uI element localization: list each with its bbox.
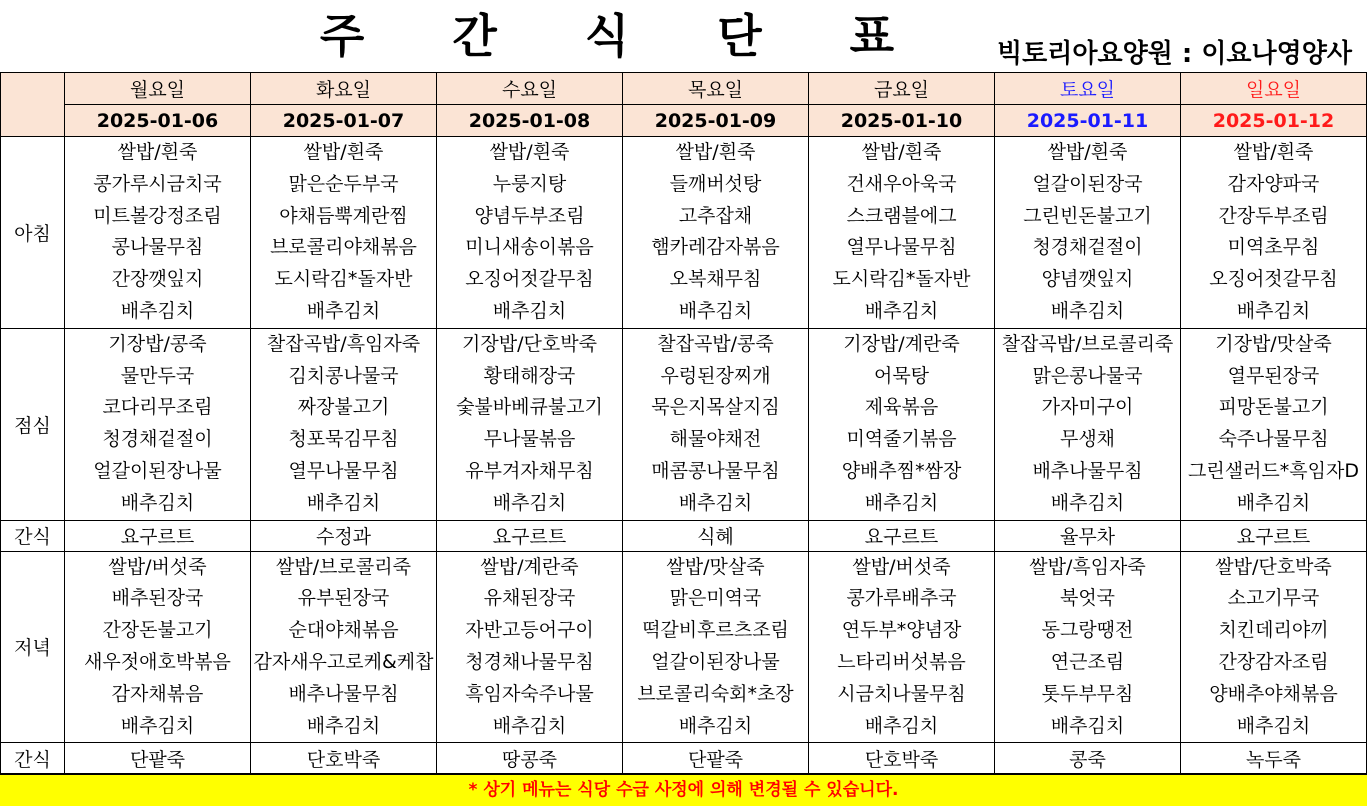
menu-item: 오징어젓갈무침 xyxy=(465,268,594,291)
menu-item: 양배추찜*쌈장 xyxy=(841,459,962,482)
menu-item: 콩가루시금치국 xyxy=(93,172,222,195)
menu-item: 배추김치 xyxy=(678,714,753,737)
menu-item: 배추김치 xyxy=(306,299,381,322)
menu-item: 숯불바베큐불고기 xyxy=(456,396,603,419)
menu-item: 물만두국 xyxy=(120,364,195,387)
day-name: 월요일 xyxy=(65,73,251,105)
snack1-row xyxy=(1,520,1367,551)
day-name: 수요일 xyxy=(437,73,623,105)
menu-item: 배추된장국 xyxy=(111,587,204,610)
menu-item: 연두부*양념장 xyxy=(841,619,962,642)
menu-item: 쌀밥/흰죽 xyxy=(489,141,570,163)
menu-item: 해물야채전 xyxy=(669,428,762,451)
menu-item: 제육볶음 xyxy=(864,396,939,419)
lunch-row xyxy=(1,328,1367,520)
dinner-menu-cell xyxy=(437,551,623,743)
breakfast-menu-cell xyxy=(1181,137,1367,329)
snack-menu-cell: 율무차 xyxy=(995,520,1181,551)
menu-item: 코다리무조림 xyxy=(102,396,213,419)
menu-item: 오복채무침 xyxy=(669,268,762,291)
dinner-menu-cell xyxy=(809,551,995,743)
day-date: 2025-01-08 xyxy=(437,105,623,137)
menu-item: 간장돈불고기 xyxy=(102,619,213,642)
menu-item: 동그랑땡전 xyxy=(1041,619,1134,642)
menu-item: 김치콩나물국 xyxy=(288,364,399,387)
menu-item: 스크램블에그 xyxy=(846,204,957,227)
lunch-menu-cell xyxy=(1181,328,1367,520)
date-row xyxy=(1,105,1367,137)
lunch-menu-cell xyxy=(995,328,1181,520)
menu-item: 도시락김*돌자반 xyxy=(832,268,971,291)
menu-item: 야채듬뿍계란찜 xyxy=(279,204,408,227)
menu-item: 시금치나물무침 xyxy=(837,682,966,705)
dinner-menu-cell xyxy=(1181,551,1367,743)
menu-item: 도시락김*돌자반 xyxy=(274,268,413,291)
snack2-row xyxy=(1,743,1367,774)
snack-menu-cell: 요구르트 xyxy=(437,520,623,551)
menu-item: 미역초무침 xyxy=(1227,236,1320,259)
menu-item: 들깨버섯탕 xyxy=(669,172,762,195)
day-name: 금요일 xyxy=(809,73,995,105)
menu-item: 맑은미역국 xyxy=(669,587,762,610)
menu-item: 쌀밥/흑임자죽 xyxy=(1029,555,1146,578)
menu-item: 배추김치 xyxy=(120,299,195,322)
day-date: 2025-01-07 xyxy=(251,105,437,137)
menu-item: 간장감자조림 xyxy=(1218,650,1329,673)
menu-item: 어묵탕 xyxy=(873,364,930,387)
menu-item: 기장밥/맛살죽 xyxy=(1215,332,1332,355)
menu-item: 쌀밥/맛살죽 xyxy=(666,555,765,578)
snack-menu-cell: 단호박죽 xyxy=(251,743,437,774)
menu-item: 쌀밥/흰죽 xyxy=(117,141,198,163)
menu-item: 그린샐러드*흑임자D xyxy=(1188,459,1359,482)
menu-item: 쌀밥/단호박죽 xyxy=(1215,555,1332,578)
menu-item: 누룽지탕 xyxy=(492,172,567,195)
menu-item: 열무나물무침 xyxy=(846,236,957,259)
meal-label-dinner: 저녁 xyxy=(1,551,65,743)
snack-menu-cell: 단호박죽 xyxy=(809,743,995,774)
menu-item: 배추김치 xyxy=(120,491,195,514)
snack-menu-cell: 녹두죽 xyxy=(1181,743,1367,774)
dinner-menu-cell xyxy=(623,551,809,743)
menu-item: 청경채나물무침 xyxy=(465,650,594,673)
menu-item: 기장밥/계란죽 xyxy=(843,332,960,355)
menu-item: 콩가루배추국 xyxy=(846,587,957,610)
menu-item: 묵은지목살지짐 xyxy=(651,396,780,419)
day-date: 2025-01-09 xyxy=(623,105,809,137)
menu-item: 브로콜리숙회*초장 xyxy=(637,682,794,705)
menu-item: 쌀밥/흰죽 xyxy=(675,141,756,163)
breakfast-row xyxy=(1,137,1367,329)
menu-item: 간장두부조림 xyxy=(1218,204,1329,227)
menu-item: 황태해장국 xyxy=(483,364,576,387)
menu-item: 배추김치 xyxy=(1236,299,1311,322)
menu-item: 쌀밥/계란죽 xyxy=(480,555,579,578)
menu-item: 양념깻잎지 xyxy=(1041,268,1134,291)
menu-item: 소고기무국 xyxy=(1227,587,1320,610)
day-date: 2025-01-10 xyxy=(809,105,995,137)
day-date: 2025-01-06 xyxy=(65,105,251,137)
menu-item: 쌀밥/버섯죽 xyxy=(852,555,951,578)
menu-item: 치킨데리야끼 xyxy=(1218,619,1329,642)
snack-menu-cell: 요구르트 xyxy=(1181,520,1367,551)
menu-item: 배추김치 xyxy=(1050,491,1125,514)
menu-item: 흑임자숙주나물 xyxy=(465,682,594,705)
menu-item: 배추김치 xyxy=(678,299,753,322)
menu-item: 청경채겉절이 xyxy=(1032,236,1143,259)
dinner-menu-cell xyxy=(251,551,437,743)
menu-item: 그린빈돈불고기 xyxy=(1023,204,1152,227)
lunch-menu-cell xyxy=(437,328,623,520)
menu-item: 얼갈이된장나물 xyxy=(93,459,222,482)
breakfast-menu-cell xyxy=(623,137,809,329)
day-date-saturday: 2025-01-11 xyxy=(995,105,1181,137)
day-name-sunday: 일요일 xyxy=(1181,73,1367,105)
menu-item: 배추김치 xyxy=(492,714,567,737)
dinner-menu-cell xyxy=(995,551,1181,743)
snack-menu-cell: 요구르트 xyxy=(809,520,995,551)
snack-menu-cell: 요구르트 xyxy=(65,520,251,551)
menu-item: 배추김치 xyxy=(1050,299,1125,322)
meal-label-breakfast: 아침 xyxy=(1,137,65,329)
breakfast-menu-cell xyxy=(995,137,1181,329)
breakfast-menu-cell xyxy=(251,137,437,329)
menu-item: 무생채 xyxy=(1059,428,1116,451)
meal-label-snack: 간식 xyxy=(1,520,65,551)
meal-label-snack: 간식 xyxy=(1,743,65,774)
lunch-menu-cell xyxy=(251,328,437,520)
menu-item: 양배추야채볶음 xyxy=(1209,682,1338,705)
menu-item: 순대야채볶음 xyxy=(288,619,399,642)
menu-item: 쌀밥/흰죽 xyxy=(303,141,384,163)
menu-item: 배추김치 xyxy=(492,491,567,514)
menu-item: 북엇국 xyxy=(1059,587,1116,610)
dinner-row xyxy=(1,551,1367,743)
weekly-menu-table xyxy=(0,72,1367,774)
page-title: 주 간 식 단 표 xyxy=(319,9,931,63)
menu-item: 연근조림 xyxy=(1050,650,1125,673)
menu-item: 배추김치 xyxy=(678,491,753,514)
menu-item: 콩나물무침 xyxy=(111,236,204,259)
menu-item: 무나물볶음 xyxy=(483,428,576,451)
menu-item: 숙주나물무침 xyxy=(1218,428,1329,451)
menu-item: 유부겨자채무침 xyxy=(465,459,594,482)
lunch-menu-cell xyxy=(65,328,251,520)
menu-item: 미역줄기볶음 xyxy=(846,428,957,451)
menu-item: 건새우아욱국 xyxy=(846,172,957,195)
menu-item: 얼갈이된장국 xyxy=(1032,172,1143,195)
menu-item: 오징어젓갈무침 xyxy=(1209,268,1338,291)
snack-menu-cell: 식혜 xyxy=(623,520,809,551)
breakfast-menu-cell xyxy=(809,137,995,329)
menu-item: 간장깻잎지 xyxy=(111,268,204,291)
breakfast-menu-cell xyxy=(65,137,251,329)
menu-item: 배추김치 xyxy=(492,299,567,322)
menu-item: 감자양파국 xyxy=(1227,172,1320,195)
day-name-row xyxy=(1,73,1367,105)
snack-menu-cell: 콩죽 xyxy=(995,743,1181,774)
menu-item: 찰잡곡밥/브로콜리죽 xyxy=(1001,332,1174,355)
dinner-menu-cell xyxy=(65,551,251,743)
menu-item: 자반고등어구이 xyxy=(465,619,594,642)
menu-item: 청경채겉절이 xyxy=(102,428,213,451)
day-name-saturday: 토요일 xyxy=(995,73,1181,105)
menu-item: 배추김치 xyxy=(1236,491,1311,514)
menu-item: 고추잡채 xyxy=(678,204,753,227)
menu-item: 배추나물무침 xyxy=(1032,459,1143,482)
menu-item: 감자새우고로케&케찹 xyxy=(253,650,434,673)
menu-item: 유부된장국 xyxy=(297,587,390,610)
menu-item: 기장밥/단호박죽 xyxy=(462,332,597,355)
menu-item: 가자미구이 xyxy=(1041,396,1134,419)
menu-item: 배추김치 xyxy=(864,714,939,737)
lunch-menu-cell xyxy=(809,328,995,520)
menu-item: 배추김치 xyxy=(1236,714,1311,737)
breakfast-menu-cell xyxy=(437,137,623,329)
menu-item: 피망돈불고기 xyxy=(1218,396,1329,419)
menu-item: 쌀밥/브로콜리죽 xyxy=(276,555,411,578)
menu-item: 맑은순두부국 xyxy=(288,172,399,195)
menu-item: 짜장불고기 xyxy=(297,396,390,419)
title-row xyxy=(0,0,1367,72)
menu-item: 햄카레감자볶음 xyxy=(651,236,780,259)
day-name: 화요일 xyxy=(251,73,437,105)
menu-item: 배추김치 xyxy=(1050,714,1125,737)
notice-banner: * 상기 메뉴는 식당 수급 사정에 의해 변경될 수 있습니다. xyxy=(0,774,1367,806)
menu-item: 우렁된장찌개 xyxy=(660,364,771,387)
snack-menu-cell: 땅콩죽 xyxy=(437,743,623,774)
menu-item: 톳두부무침 xyxy=(1041,682,1134,705)
menu-item: 청포묵김무침 xyxy=(288,428,399,451)
menu-item: 쌀밥/버섯죽 xyxy=(108,555,207,578)
menu-item: 쌀밥/흰죽 xyxy=(1233,141,1314,163)
menu-item: 쌀밥/흰죽 xyxy=(861,141,942,163)
menu-item: 느타리버섯볶음 xyxy=(837,650,966,673)
day-name: 목요일 xyxy=(623,73,809,105)
menu-item: 열무된장국 xyxy=(1227,364,1320,387)
snack-menu-cell: 단팥죽 xyxy=(623,743,809,774)
meal-label-lunch: 점심 xyxy=(1,328,65,520)
snack-menu-cell: 수정과 xyxy=(251,520,437,551)
menu-item: 미니새송이볶음 xyxy=(465,236,594,259)
menu-item: 얼갈이된장나물 xyxy=(651,650,780,673)
menu-item: 맑은콩나물국 xyxy=(1032,364,1143,387)
menu-item: 배추김치 xyxy=(120,714,195,737)
menu-item: 배추나물무침 xyxy=(288,682,399,705)
menu-item: 열무나물무침 xyxy=(288,459,399,482)
menu-item: 기장밥/콩죽 xyxy=(108,332,207,355)
menu-item: 쌀밥/흰죽 xyxy=(1047,141,1128,163)
menu-item: 배추김치 xyxy=(306,714,381,737)
snack-menu-cell: 단팥죽 xyxy=(65,743,251,774)
menu-item: 찰잡곡밥/콩죽 xyxy=(657,332,774,355)
menu-item: 미트볼강정조림 xyxy=(93,204,222,227)
menu-item: 떡갈비후르츠조림 xyxy=(642,619,789,642)
day-date-sunday: 2025-01-12 xyxy=(1181,105,1367,137)
menu-item: 매콤콩나물무침 xyxy=(651,459,780,482)
menu-item: 유채된장국 xyxy=(483,587,576,610)
menu-item: 배추김치 xyxy=(306,491,381,514)
menu-item: 배추김치 xyxy=(864,491,939,514)
facility-dietitian: 빅토리아요양원 : 이요나영양사 xyxy=(997,39,1353,69)
lunch-menu-cell xyxy=(623,328,809,520)
menu-item: 감자채볶음 xyxy=(111,682,204,705)
menu-item: 브로콜리야채볶음 xyxy=(270,236,417,259)
menu-item: 배추김치 xyxy=(864,299,939,322)
menu-item: 양념두부조림 xyxy=(474,204,585,227)
menu-item: 새우젓애호박볶음 xyxy=(84,650,231,673)
menu-item: 찰잡곡밥/흑임자죽 xyxy=(266,332,421,355)
corner-cell xyxy=(1,73,65,137)
